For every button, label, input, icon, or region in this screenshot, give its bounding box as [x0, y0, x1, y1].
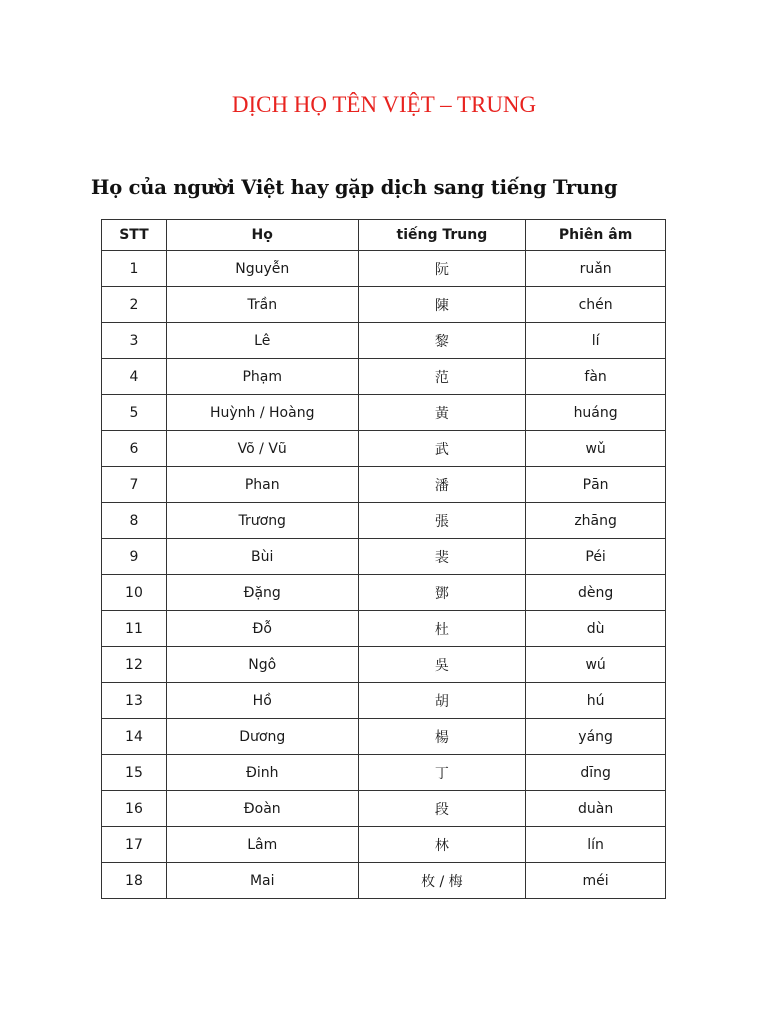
table-row [102, 251, 666, 287]
cell-ho: Phan [166, 467, 358, 503]
header-stt: STT [102, 220, 167, 251]
page-title: DỊCH HỌ TÊN VIỆT – TRUNG [231, 92, 537, 117]
cell-phien-am: méi [526, 863, 666, 899]
header-tieng-trung: tiếng Trung [358, 220, 526, 251]
cell-tieng-trung: 張 [358, 503, 526, 539]
cell-tieng-trung: 楊 [358, 719, 526, 755]
cell-tieng-trung: 丁 [358, 755, 526, 791]
cell-stt: 12 [102, 647, 167, 683]
cell-phien-am: Péi [526, 539, 666, 575]
cell-phien-am: yáng [526, 719, 666, 755]
table-row [102, 395, 666, 431]
cell-ho: Đoàn [166, 791, 358, 827]
cell-tieng-trung: 黃 [358, 395, 526, 431]
cell-ho: Mai [166, 863, 358, 899]
cell-tieng-trung: 潘 [358, 467, 526, 503]
cell-phien-am: lí [526, 323, 666, 359]
cell-ho: Lâm [166, 827, 358, 863]
table-row [102, 755, 666, 791]
cell-ho: Ngô [166, 647, 358, 683]
table-row [102, 467, 666, 503]
cell-phien-am: lín [526, 827, 666, 863]
header-ho: Họ [166, 220, 358, 251]
cell-ho: Bùi [166, 539, 358, 575]
cell-phien-am: hú [526, 683, 666, 719]
table-row [102, 647, 666, 683]
cell-tieng-trung: 杜 [358, 611, 526, 647]
cell-stt: 11 [102, 611, 167, 647]
table-row [102, 611, 666, 647]
table-row [102, 863, 666, 899]
cell-stt: 5 [102, 395, 167, 431]
cell-phien-am: huáng [526, 395, 666, 431]
cell-ho: Đặng [166, 575, 358, 611]
table-row [102, 575, 666, 611]
header-phien-am: Phiên âm [526, 220, 666, 251]
table-body [102, 251, 666, 899]
cell-ho: Huỳnh / Hoàng [166, 395, 358, 431]
cell-stt: 8 [102, 503, 167, 539]
cell-tieng-trung: 枚 / 梅 [358, 863, 526, 899]
table-row [102, 503, 666, 539]
cell-stt: 16 [102, 791, 167, 827]
cell-tieng-trung: 胡 [358, 683, 526, 719]
cell-ho: Trương [166, 503, 358, 539]
table-header-row [102, 220, 666, 251]
cell-tieng-trung: 吳 [358, 647, 526, 683]
cell-phien-am: fàn [526, 359, 666, 395]
cell-stt: 17 [102, 827, 167, 863]
cell-stt: 4 [102, 359, 167, 395]
table-row [102, 719, 666, 755]
cell-tieng-trung: 裴 [358, 539, 526, 575]
cell-stt: 14 [102, 719, 167, 755]
cell-stt: 6 [102, 431, 167, 467]
cell-stt: 13 [102, 683, 167, 719]
cell-tieng-trung: 林 [358, 827, 526, 863]
cell-stt: 9 [102, 539, 167, 575]
cell-ho: Nguyễn [166, 251, 358, 287]
cell-stt: 15 [102, 755, 167, 791]
cell-stt: 10 [102, 575, 167, 611]
cell-tieng-trung: 段 [358, 791, 526, 827]
cell-ho: Phạm [166, 359, 358, 395]
cell-tieng-trung: 阮 [358, 251, 526, 287]
cell-phien-am: chén [526, 287, 666, 323]
cell-phien-am: dīng [526, 755, 666, 791]
table-row [102, 359, 666, 395]
cell-tieng-trung: 范 [358, 359, 526, 395]
cell-stt: 2 [102, 287, 167, 323]
cell-tieng-trung: 鄧 [358, 575, 526, 611]
cell-phien-am: Pān [526, 467, 666, 503]
table-row [102, 539, 666, 575]
cell-ho: Hồ [166, 683, 358, 719]
cell-stt: 3 [102, 323, 167, 359]
cell-ho: Đỗ [166, 611, 358, 647]
cell-phien-am: zhāng [526, 503, 666, 539]
table-row [102, 683, 666, 719]
cell-phien-am: dèng [526, 575, 666, 611]
cell-ho: Đinh [166, 755, 358, 791]
section-heading: Họ của người Việt hay gặp dịch sang tiếng Trung [91, 176, 618, 199]
table-row [102, 431, 666, 467]
cell-stt: 1 [102, 251, 167, 287]
table-row [102, 323, 666, 359]
cell-ho: Lê [166, 323, 358, 359]
table-row [102, 287, 666, 323]
cell-tieng-trung: 武 [358, 431, 526, 467]
cell-tieng-trung: 黎 [358, 323, 526, 359]
table-row [102, 791, 666, 827]
cell-stt: 7 [102, 467, 167, 503]
cell-phien-am: duàn [526, 791, 666, 827]
cell-stt: 18 [102, 863, 167, 899]
cell-ho: Trần [166, 287, 358, 323]
cell-phien-am: wú [526, 647, 666, 683]
cell-ho: Dương [166, 719, 358, 755]
cell-phien-am: dù [526, 611, 666, 647]
cell-tieng-trung: 陳 [358, 287, 526, 323]
table-row [102, 827, 666, 863]
cell-phien-am: ruǎn [526, 251, 666, 287]
cell-ho: Võ / Vũ [166, 431, 358, 467]
cell-phien-am: wǔ [526, 431, 666, 467]
surname-table [101, 219, 666, 899]
